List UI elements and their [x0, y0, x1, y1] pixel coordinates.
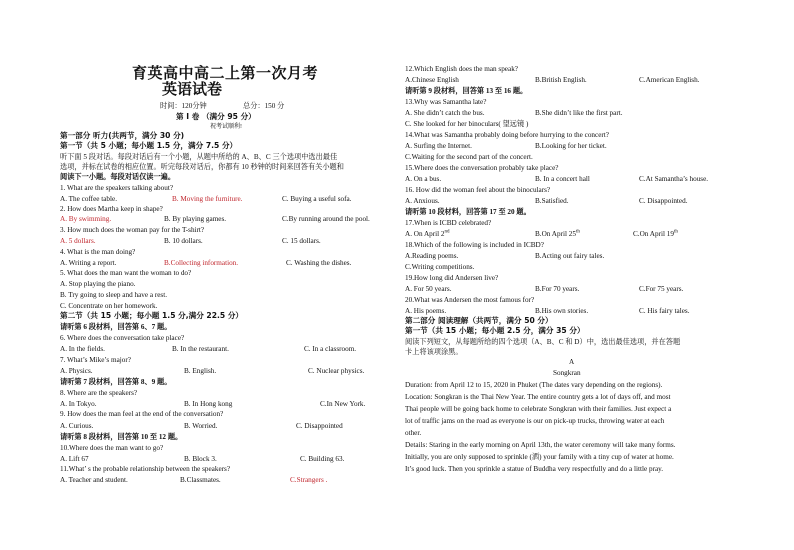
question-18: 18.Which of the following is included in ICBD?	[405, 241, 544, 249]
question-10: 10.Where does the man want to go?	[60, 444, 164, 452]
passage-line: Duration: from April 12 to 15, 2020 in Phuket (The dates vary depending on the regions).	[405, 381, 663, 389]
option-a: A. In the fields.	[60, 345, 105, 353]
option-b: B. English.	[184, 367, 217, 375]
option-b: B.For 70 years.	[535, 285, 580, 293]
option-a: A. His poems.	[405, 307, 447, 315]
option-b: B.His own stories.	[535, 307, 589, 315]
option-c: C. 15 dollars.	[282, 237, 321, 245]
instruction-line: 阅读下列短文，从每题所给的四个选项（A、B、C 和 D）中，选出最佳选项，并在答题	[405, 338, 681, 346]
question-7: 7. What’s Mike’s major?	[60, 356, 131, 364]
listening-note: 请听第 8 段材料，回答第 10 至 12 题。	[60, 433, 183, 441]
listening-note: 请听第 7 段材料，回答第 8、9 题。	[60, 378, 172, 386]
question-8: 8. Where are the speakers?	[60, 389, 138, 397]
question-13: 13.Why was Samantha late?	[405, 98, 487, 106]
option-b: B. Block 3.	[184, 455, 217, 463]
question-15: 15.Where does the conversation probably take place?	[405, 164, 559, 172]
option-b: B.Satisfied.	[535, 197, 569, 205]
question-19: 19.How long did Andersen live?	[405, 274, 499, 282]
passage-line: other.	[405, 429, 422, 437]
option-b: B. Moving the furniture.	[172, 195, 243, 203]
option-a: A. Anxious.	[405, 197, 440, 205]
option-b: B. Try going to sleep and have a rest.	[60, 291, 168, 299]
passage-label: A	[569, 358, 575, 366]
exam-title: 育英高中高二上第一次月考	[132, 64, 319, 82]
listening-note: 请听第 9 段材料，回答第 13 至 16 题。	[405, 87, 528, 95]
option-a: A. The coffee table.	[60, 195, 118, 203]
option-a: A. By swimming.	[60, 215, 112, 223]
question-11: 11.What’ s the probable relationship between the speakers?	[60, 465, 231, 473]
question-5: 5. What does the man want the woman to do?	[60, 269, 192, 277]
section2-title: 第二节（共 15 小题；每小题 1.5 分,满分 22.5 分）	[60, 311, 244, 320]
option-a: A. Teacher and student.	[60, 476, 128, 484]
option-c: C. His fairy tales.	[639, 307, 690, 315]
option-c: C. Disappointed	[296, 422, 343, 430]
option-a: A. On a bus.	[405, 175, 442, 183]
question-14: 14.What was Samantha probably doing before hurrying to the concert?	[405, 131, 609, 139]
option-a: A.Reading poems.	[405, 252, 459, 260]
option-a: A. For 50 years.	[405, 285, 452, 293]
option-c: C. Concentrate on her homework.	[60, 302, 158, 310]
option-a: A. In Tokyo.	[60, 400, 97, 408]
volume-title: 第 I 卷 （满分 95 分）	[176, 112, 256, 121]
option-c: C. Disappointed.	[639, 197, 688, 205]
option-b: B.She didn’t like the first part.	[535, 109, 623, 117]
passage-title: Songkran	[553, 369, 581, 377]
passage-line: Thai people will be going back home to celebrate Songkran with their families. Just expect a	[405, 405, 672, 413]
listening-note: 请听第 10 段材料，回答第 17 至 20 题。	[405, 208, 531, 216]
option-b: B.Classmates.	[180, 476, 221, 484]
instruction-line: 阅读下一小题。每段对话仅读一遍。	[60, 173, 176, 181]
option-a: A. Writing a report.	[60, 259, 117, 267]
option-b: B. By playing games.	[164, 215, 227, 223]
exam-subtitle: 英语试卷	[162, 80, 223, 98]
option-c: C.Writing competitions.	[405, 263, 475, 271]
option-a: A. She didn’t catch the bus.	[405, 109, 485, 117]
option-c: C.For 75 years.	[639, 285, 684, 293]
wish-text: 祝考试顺利!	[210, 124, 242, 130]
option-c: C.On April 19th	[633, 229, 678, 238]
instruction-line: 听下面 5 段对话。每段对话后有一个小题，从题中所给的 A、B、C 三个选项中选出最佳	[60, 153, 338, 161]
option-c: C. Nuclear physics.	[308, 367, 365, 375]
option-c: C. Washing the dishes.	[286, 259, 352, 267]
option-a: A.Chinese English	[405, 76, 459, 84]
time-label: 时间：120分钟	[160, 102, 207, 110]
option-b: B.On April 25th	[535, 229, 580, 238]
option-b: B. Worried.	[184, 422, 218, 430]
question-9: 9. How does the man feel at the end of the conversation?	[60, 410, 224, 418]
option-a: A. Stop playing the piano.	[60, 280, 136, 288]
option-c: C.At Samantha’s house.	[639, 175, 709, 183]
option-c: C.American English.	[639, 76, 700, 84]
option-c: C.Strangers .	[290, 476, 328, 484]
passage-line: Location: Songkran is the Thai New Year. The entire country gets a lot of days off, and most	[405, 393, 671, 401]
question-4: 4. What is the man doing?	[60, 248, 136, 256]
option-a: A. On April 2nd	[405, 229, 450, 238]
question-3: 3. How much does the woman pay for the T-shirt?	[60, 226, 205, 234]
passage-line: It’s good luck. Then you sprinkle a statue of Buddha very respectfully and do a little pray.	[405, 465, 664, 473]
option-b: B.Collecting information.	[164, 259, 239, 267]
option-c: C. In a classroom.	[304, 345, 357, 353]
option-b: B. In the restaurant.	[172, 345, 229, 353]
question-12: 12.Which English does the man speak?	[405, 65, 518, 73]
score-label: 总分：150 分	[243, 102, 285, 110]
instruction-line: 卡上将该项涂黑。	[405, 348, 463, 356]
question-1: 1. What are the speakers talking about?	[60, 184, 174, 192]
listening-note: 请听第 6 段材料，回答第 6、7 题。	[60, 323, 172, 331]
question-20: 20.What was Andersen the most famous for?	[405, 296, 535, 304]
instruction-line: 选项，并标在试卷的相应位置。听完每段对话后，你都有 10 秒钟的时间来回答有关小题和	[60, 163, 344, 171]
part2-title: 第二部分 阅读理解（共两节，满分 50 分）	[405, 316, 553, 325]
option-a: A. 5 dollars.	[60, 237, 96, 245]
passage-line: Initially, you are only supposed to sprinkle (洒) your family with a tiny cup of water at home.	[405, 453, 674, 461]
option-b: B.Acting out fairy tales.	[535, 252, 605, 260]
option-c: C. Buying a useful sofa.	[282, 195, 352, 203]
option-b: B. 10 dollars.	[164, 237, 203, 245]
question-6: 6. Where does the conversation take place?	[60, 334, 185, 342]
option-c: C.Waiting for the second part of the concert.	[405, 153, 533, 161]
option-c: C.By running around the pool.	[282, 215, 370, 223]
option-c: C. Building 63.	[300, 455, 345, 463]
option-a: A. Lift 67	[60, 455, 89, 463]
section1-title: 第一节（共 5 小题；每小题 1.5 分，满分 7.5 分）	[60, 141, 238, 150]
option-b: B. In a concert hall	[535, 175, 590, 183]
option-a: A. Curious.	[60, 422, 94, 430]
option-b: B. In Hong kong	[184, 400, 233, 408]
part2-section1-title: 第一节（共 15 小题；每小题 2.5 分，满分 35 分）	[405, 326, 585, 335]
option-b: B.Looking for her ticket.	[535, 142, 607, 150]
option-a: A. Physics.	[60, 367, 93, 375]
option-a: A. Surfing the Internet.	[405, 142, 472, 150]
passage-line: lot of traffic jams on the road as everyone is our on pick-up trucks, throwing water at each	[405, 417, 665, 425]
passage-line: Details: Staring in the early morning on April 13th, the water ceremony will take many forms.	[405, 441, 676, 449]
part1-title: 第一部分 听力(共两节，满分 30 分)	[60, 131, 185, 140]
question-2: 2. How does Martha keep in shape?	[60, 205, 163, 213]
question-16: 16. How did the woman feel about the binoculars?	[405, 186, 551, 194]
question-17: 17.When is ICBD celebrated?	[405, 219, 492, 227]
option-c: C. She looked for her binoculars( 望远镜 )	[405, 120, 529, 128]
option-c: C.In New York.	[320, 400, 366, 408]
option-b: B.British English.	[535, 76, 587, 84]
